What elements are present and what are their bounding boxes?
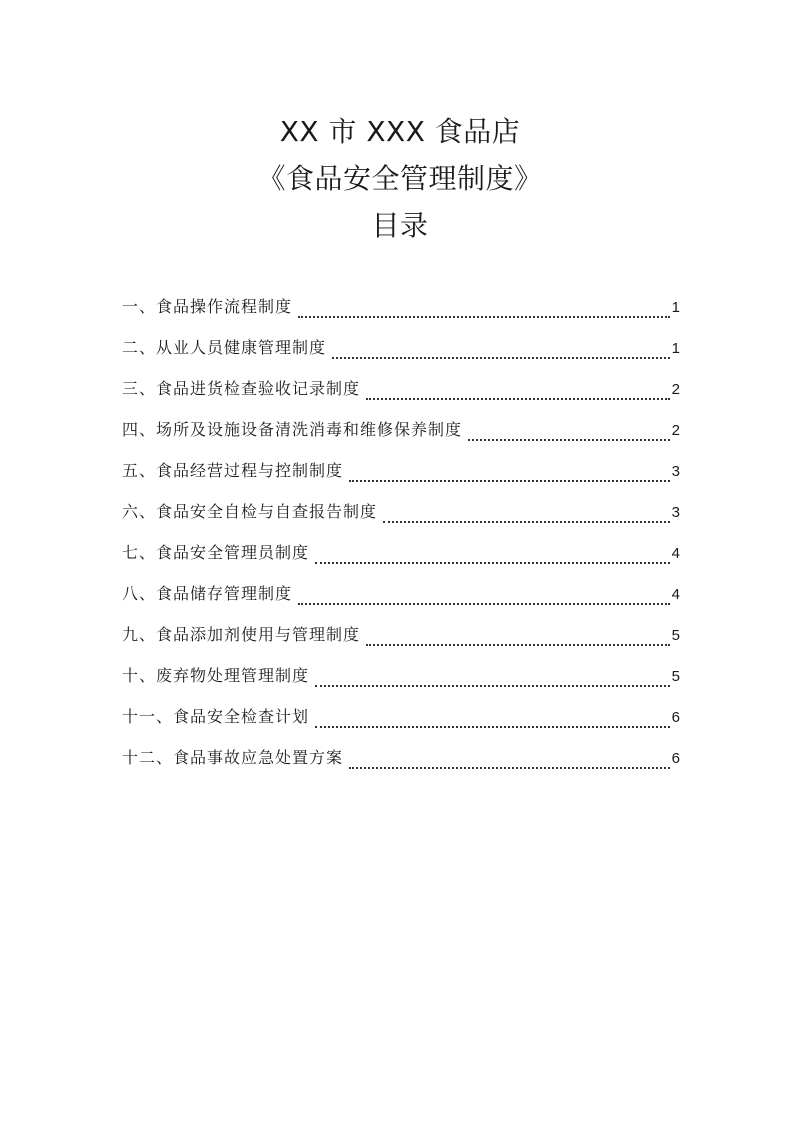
toc-leader-dots bbox=[349, 766, 670, 769]
title-block bbox=[0, 108, 800, 249]
toc-entry-text: 十二、食品事故应急处置方案 bbox=[122, 748, 344, 767]
toc-page-number: 6 bbox=[671, 709, 680, 726]
toc-entry-text: 四、场所及设施设备清洗消毒和维修保养制度 bbox=[122, 420, 463, 439]
toc-leader-dots bbox=[468, 438, 670, 441]
toc-leader-dots bbox=[315, 561, 670, 564]
toc-entry-4[interactable] bbox=[122, 414, 680, 455]
toc-entry-11[interactable] bbox=[122, 701, 680, 742]
toc-leader-dots bbox=[298, 315, 670, 318]
toc-leader-dots bbox=[332, 356, 670, 359]
toc-page-number: 3 bbox=[671, 463, 680, 480]
toc-leader-dots bbox=[315, 725, 670, 728]
toc-page-number: 5 bbox=[671, 668, 680, 685]
toc-entry-10[interactable] bbox=[122, 660, 680, 701]
toc-entry-text: 三、食品进货检查验收记录制度 bbox=[122, 379, 361, 398]
toc-leader-dots bbox=[349, 479, 670, 482]
toc-entry-text: 一、食品操作流程制度 bbox=[122, 297, 293, 316]
toc-page-number: 1 bbox=[671, 340, 680, 357]
toc-page-number: 4 bbox=[671, 586, 680, 603]
toc-entry-3[interactable] bbox=[122, 373, 680, 414]
toc-page-number: 1 bbox=[671, 299, 680, 316]
toc-entry-text: 九、食品添加剂使用与管理制度 bbox=[122, 625, 361, 644]
toc-entry-1[interactable] bbox=[122, 291, 680, 332]
toc-page-number: 4 bbox=[671, 545, 680, 562]
toc-entry-8[interactable] bbox=[122, 578, 680, 619]
toc-entry-text: 十、废弃物处理管理制度 bbox=[122, 666, 310, 685]
toc-entry-text: 六、食品安全自检与自查报告制度 bbox=[122, 502, 378, 521]
toc-entry-text: 七、食品安全管理员制度 bbox=[122, 543, 310, 562]
toc-page-number: 3 bbox=[671, 504, 680, 521]
toc-entry-5[interactable] bbox=[122, 455, 680, 496]
toc-leader-dots bbox=[366, 397, 670, 400]
toc-entry-text: 二、从业人员健康管理制度 bbox=[122, 338, 327, 357]
toc-page-number: 2 bbox=[671, 381, 680, 398]
toc-page-number: 5 bbox=[671, 627, 680, 644]
toc-entry-7[interactable] bbox=[122, 537, 680, 578]
toc-entry-2[interactable] bbox=[122, 332, 680, 373]
toc-leader-dots bbox=[366, 643, 670, 646]
toc-entry-text: 八、食品储存管理制度 bbox=[122, 584, 293, 603]
toc-leader-dots bbox=[383, 520, 670, 523]
toc-entry-9[interactable] bbox=[122, 619, 680, 660]
toc-leader-dots bbox=[298, 602, 670, 605]
toc-entry-12[interactable] bbox=[122, 742, 680, 783]
toc-entry-text: 五、食品经营过程与控制制度 bbox=[122, 461, 344, 480]
document-title-regulation: 《食品安全管理制度》 bbox=[257, 162, 543, 195]
toc-leader-dots bbox=[315, 684, 670, 687]
table-of-contents bbox=[122, 291, 680, 783]
toc-heading: 目录 bbox=[371, 209, 429, 242]
toc-entry-text: 十一、食品安全检查计划 bbox=[122, 707, 310, 726]
toc-page-number: 2 bbox=[671, 422, 680, 439]
toc-entry-6[interactable] bbox=[122, 496, 680, 537]
document-title-store: XX 市 XXX 食品店 bbox=[279, 115, 521, 148]
toc-page-number: 6 bbox=[671, 750, 680, 767]
